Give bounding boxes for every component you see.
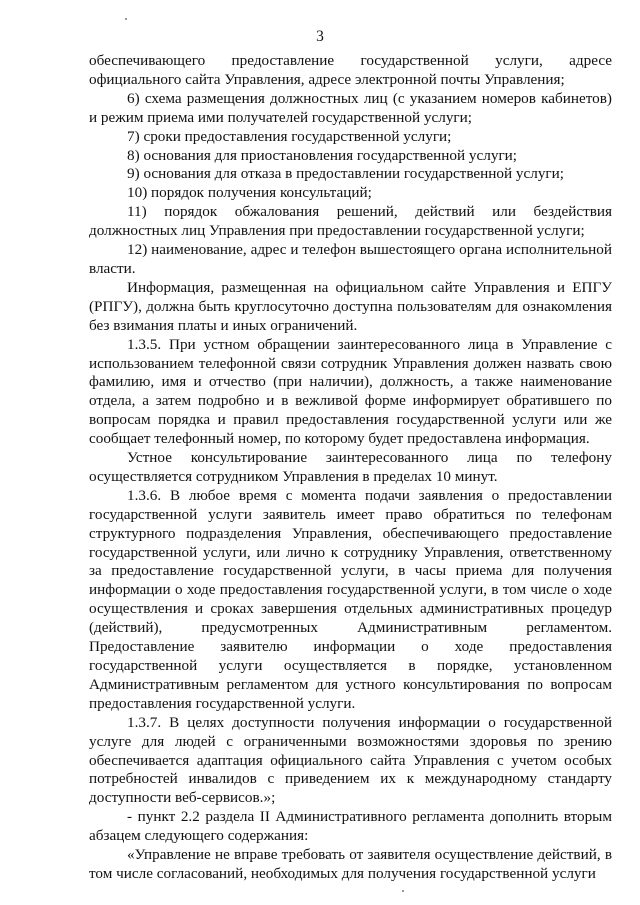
- paragraph: Устное консультирование заинтересованного лица по телефону осуществляется сотрудником Управления в пределах 10 минут.: [89, 449, 612, 485]
- scan-speck: [402, 890, 404, 892]
- paragraph: 9) основания для отказа в предоставлении государственной услуги;: [127, 165, 565, 183]
- paragraph: 1.3.5. При устном обращении заинтересованного лица в Управление с использованием телефонной связи сотрудник Управления должен назвать свою фамилию, имя и отчество (при наличии), должность, а также наименование отдела, а затем подробно и в вежливой форме информирует обратившего по вопросам порядка и правил предоставления государственной услуги или же сообщает телефонный номер, по которому будет предоставлена информация.: [89, 335, 612, 448]
- paragraph: «Управление не вправе требовать от заявителя осуществление действий, в том числе согласований, необходимых для получения государственной услуги: [89, 846, 612, 882]
- paragraph: - пункт 2.2 раздела II Административного регламента дополнить вторым абзацем следующего содержания:: [89, 808, 612, 845]
- document-body: [89, 52, 612, 884]
- paragraph: 7) сроки предоставления государственной услуги;: [127, 127, 452, 145]
- paragraph: 8) основания для приостановления государственной услуги;: [127, 146, 518, 164]
- paragraph: 11) порядок обжалования решений, действий или бездействия должностных лиц Управления при предоставлении государственной услуги;: [89, 203, 612, 240]
- paragraph: 1.3.7. В целях доступности получения информации о государственной услуге для людей с ограниченными возможностями здоровья по зрению обеспечивается адаптация официального сайта Управления с учетом особых потребностей инвалидов с приведением их к международному стандарту доступности веб-сервисов.»;: [89, 713, 612, 807]
- paragraph: 10) порядок получения консультаций;: [127, 184, 372, 202]
- page-number: 3: [316, 28, 324, 45]
- paragraph: 1.3.6. В любое время с момента подачи заявления о предоставлении государственной услуги заявитель имеет право обратиться по телефонам структурного подразделения Управления, обеспечивающего предоставление государственной услуги, или лично к сотруднику Управления, ответственному за предоставление государственной услуги, в часы приема для получения информации о ходе предоставления государственной услуги, в том числе о ходе осуществления и сроках завершения отдельных административных процедур (действий), предусмотренных Административным регламентом. Предоставление заявителю информации о ходе предоставления государственной услуги осуществляется в порядке, установленном Административным регламентом для устного консультирования по вопросам предоставления государственной услуги.: [89, 486, 612, 712]
- paragraph: обеспечивающего предоставление государственной услуги, адресе официального сайта Управления, адресе электронной почты Управления;: [89, 52, 612, 88]
- paragraph: 6) схема размещения должностных лиц (с указанием номеров кабинетов) и режим приема ими получателей государственной услуги;: [89, 89, 612, 126]
- paragraph: 12) наименование, адрес и телефон вышестоящего органа исполнительной власти.: [89, 241, 612, 277]
- paragraph: Информация, размещенная на официальном сайте Управления и ЕПГУ (РПГУ), должна быть круглосуточно доступна пользователям для ознакомления без взимания платы и иных ограничений.: [89, 278, 612, 334]
- scan-speck: [125, 18, 127, 20]
